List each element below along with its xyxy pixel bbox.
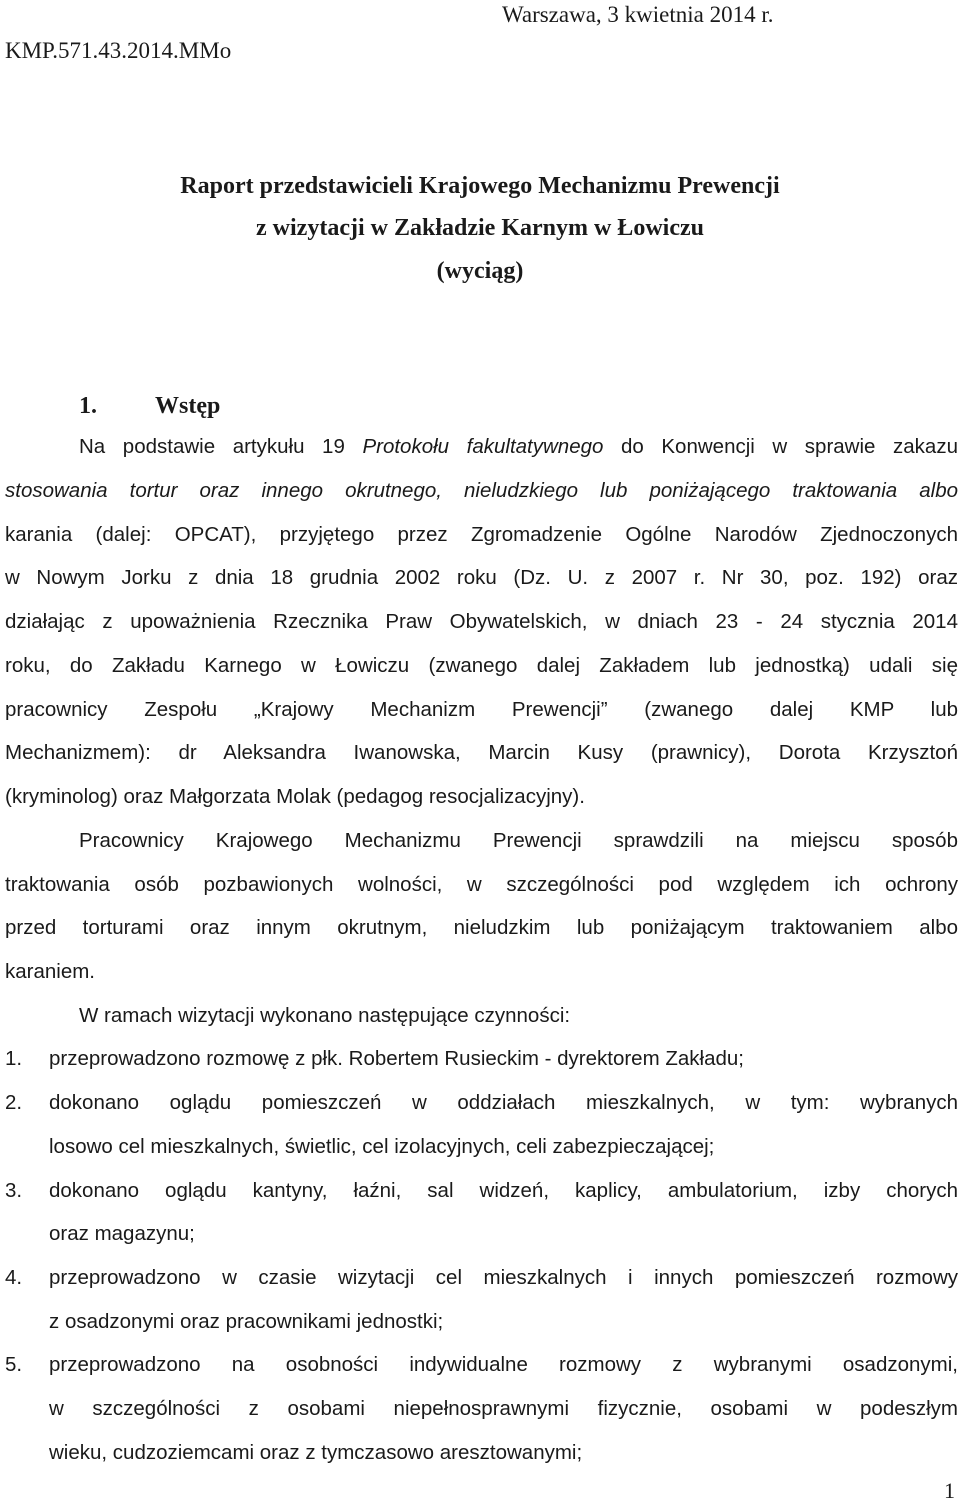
report-title-line1: Raport przedstawicieli Krajowego Mechanizmu Prewencji [180, 173, 780, 199]
list-item-line: przeprowadzono rozmowę z płk. Robertem Rusieckim - dyrektorem Zakładu; [49, 1047, 744, 1070]
paragraph-line: W ramach wizytacji wykonano następujące czynności: [79, 1004, 571, 1027]
paragraph-line: stosowania tortur oraz innego okrutnego, nieludzkiego lub poniżającego traktowania albo [5, 479, 958, 502]
list-item-number: 2. [5, 1091, 23, 1114]
report-title-line2: z wizytacji w Zakładzie Karnym w Łowiczu [256, 215, 704, 241]
list-item-line: dokonano oglądu kantyny, łaźni, sal widzeń, kaplicy, ambulatorium, izby chorych [49, 1179, 958, 1202]
section-title: Wstęp [155, 393, 221, 419]
paragraph-line: Pracownicy Krajowego Mechanizmu Prewencji sprawdzili na miejscu sposób [79, 829, 958, 852]
paragraph-line: karania (dalej: OPCAT), przyjętego przez Zgromadzenie Ogólne Narodów Zjednoczonych [5, 523, 958, 546]
paragraph-line: (kryminolog) oraz Małgorzata Molak (pedagog resocjalizacyjny). [5, 785, 585, 808]
document-date: Warszawa, 3 kwietnia 2014 r. [502, 2, 774, 27]
list-item-line: z osadzonymi oraz pracownikami jednostki; [49, 1310, 444, 1333]
list-item-number: 3. [5, 1179, 23, 1202]
text-run: Na podstawie artykułu 19 [79, 435, 363, 458]
list-item-line: przeprowadzono w czasie wizytacji cel mieszkalnych i innych pomieszczeń rozmowy [49, 1266, 958, 1289]
paragraph-line: karaniem. [5, 960, 96, 983]
section-number: 1. [79, 393, 97, 419]
report-title-line3: (wyciąg) [436, 258, 524, 284]
paragraph-line: traktowania osób pozbawionych wolności, w szczególności pod względem ich ochrony [5, 873, 958, 896]
protocol-name: Protokołu fakultatywnego [362, 435, 604, 458]
list-item-number: 5. [5, 1353, 23, 1376]
list-item-line: wieku, cudzoziemcami oraz z tymczasowo aresztowanymi; [49, 1441, 583, 1464]
list-item-line: dokonano oglądu pomieszczeń w oddziałach mieszkalnych, w tym: wybranych [49, 1091, 958, 1114]
paragraph-line: roku, do Zakładu Karnego w Łowiczu (zwanego dalej Zakładem lub jednostką) udali się [5, 654, 958, 677]
paragraph-line: w Nowym Jorku z dnia 18 grudnia 2002 roku (Dz. U. z 2007 r. Nr 30, poz. 192) oraz [5, 566, 958, 589]
page-number: 1 [944, 1478, 955, 1503]
paragraph-line: przed torturami oraz innym okrutnym, nieludzkim lub poniżającym traktowaniem albo [5, 916, 958, 939]
paragraph-line: Mechanizmem): dr Aleksandra Iwanowska, Marcin Kusy (prawnicy), Dorota Krzysztoń [5, 741, 958, 764]
list-item-line: przeprowadzono na osobności indywidualne rozmowy z wybranymi osadzonymi, [49, 1353, 958, 1376]
reference-number: KMP.571.43.2014.MMo [5, 38, 232, 63]
list-item-line: w szczególności z osobami niepełnosprawnymi fizycznie, osobami w podeszłym [49, 1397, 958, 1420]
text-run: do Konwencji w sprawie zakazu [603, 435, 958, 458]
paragraph-line: działając z upoważnienia Rzecznika Praw Obywatelskich, w dniach 23 - 24 stycznia 2014 [5, 610, 958, 633]
list-item-number: 1. [5, 1047, 23, 1070]
paragraph-line [79, 432, 958, 462]
list-item-number: 4. [5, 1266, 23, 1289]
paragraph-line: pracownicy Zespołu „Krajowy Mechanizm Prewencji” (zwanego dalej KMP lub [5, 698, 958, 721]
list-item-line: oraz magazynu; [49, 1222, 195, 1245]
list-item-line: losowo cel mieszkalnych, świetlic, cel izolacyjnych, celi zabezpieczającej; [49, 1135, 715, 1158]
